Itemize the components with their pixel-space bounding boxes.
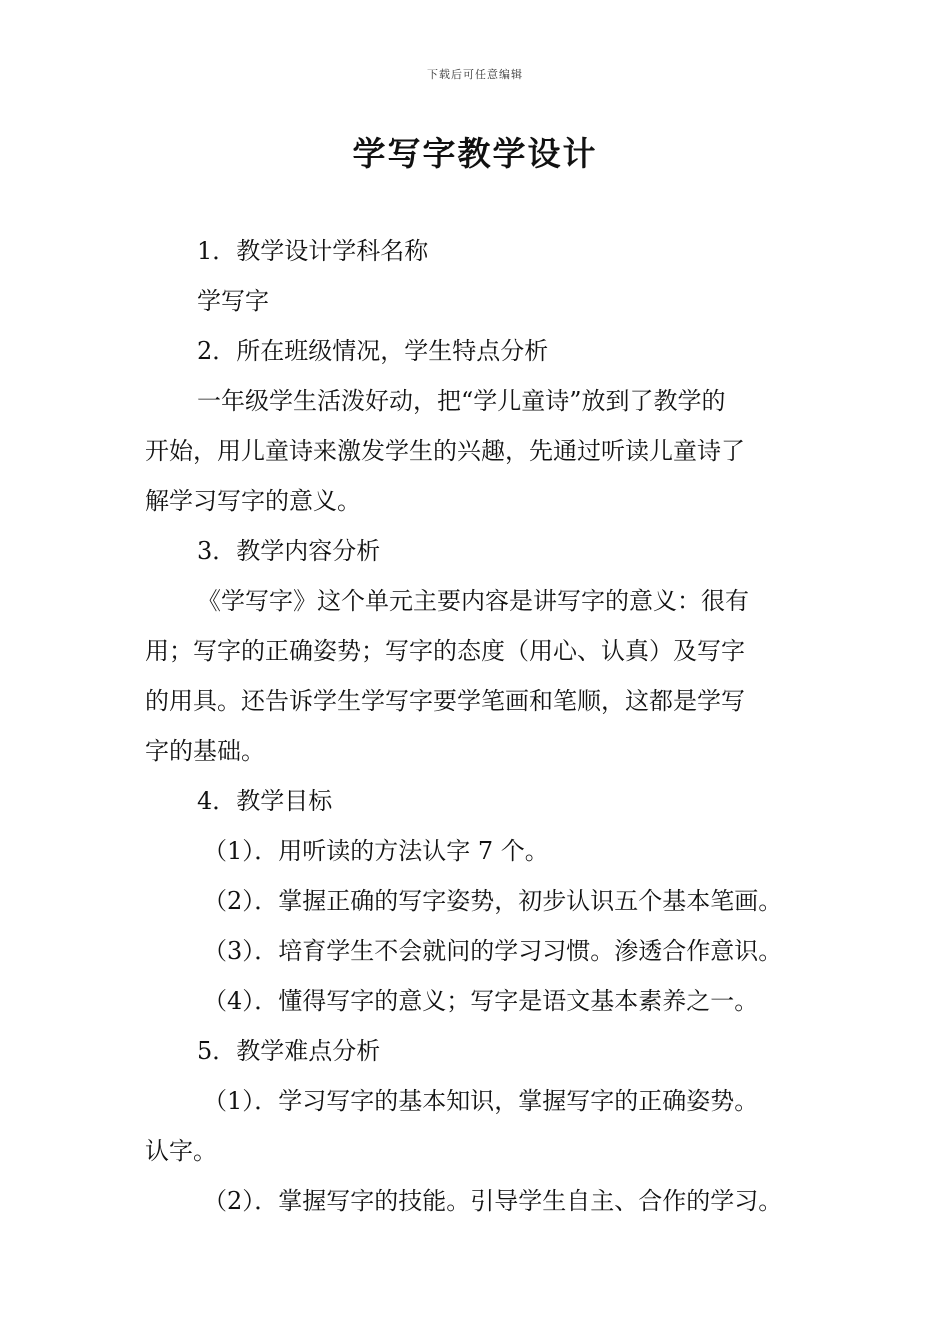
paragraph-line: 《学写字》这个单元主要内容是讲写字的意义：很有 [197,587,749,615]
paragraph-line: 一年级学生活泼好动，把“学儿童诗”放到了教学的 [197,387,726,415]
section-heading-content-analysis: 3．教学内容分析 [197,537,381,565]
paragraph-line: 的用具。还告诉学生学写字要学笔画和笔顺，这都是学写 [145,687,745,715]
list-item: （1）．学习写字的基本知识，掌握写字的正确姿势。 [203,1087,759,1115]
document-body [145,226,807,1226]
list-item: （2）．掌握写字的技能。引导学生自主、合作的学习。 [203,1187,783,1215]
paragraph-line: 用；写字的正确姿势；写字的态度（用心、认真）及写字 [145,637,745,665]
paragraph-line: 认字。 [145,1137,217,1165]
list-item: （3）．培育学生不会就问的学习习惯。渗透合作意识。 [203,937,783,965]
page-title: 学写字教学设计 [352,134,598,173]
paragraph-line: 解学习写字的意义。 [145,487,361,515]
paragraph-line: 开始，用儿童诗来激发学生的兴趣，先通过听读儿童诗了 [145,437,745,465]
section-heading-objectives: 4．教学目标 [197,787,333,815]
paragraph-line: 字的基础。 [145,737,265,765]
list-item: （2）．掌握正确的写字姿势，初步认识五个基本笔画。 [203,887,783,915]
list-item: （4）．懂得写字的意义；写字是语文基本素养之一。 [203,987,759,1015]
section-heading-difficulties: 5．教学难点分析 [197,1037,381,1065]
section-heading-subject-name: 1．教学设计学科名称 [197,237,429,265]
section-heading-class-analysis: 2．所在班级情况，学生特点分析 [197,337,549,365]
header-note: 下载后可任意编辑 [427,68,523,81]
paragraph-line: 学写字 [197,287,269,315]
list-item: （1）．用听读的方法认字 7 个。 [203,837,549,865]
